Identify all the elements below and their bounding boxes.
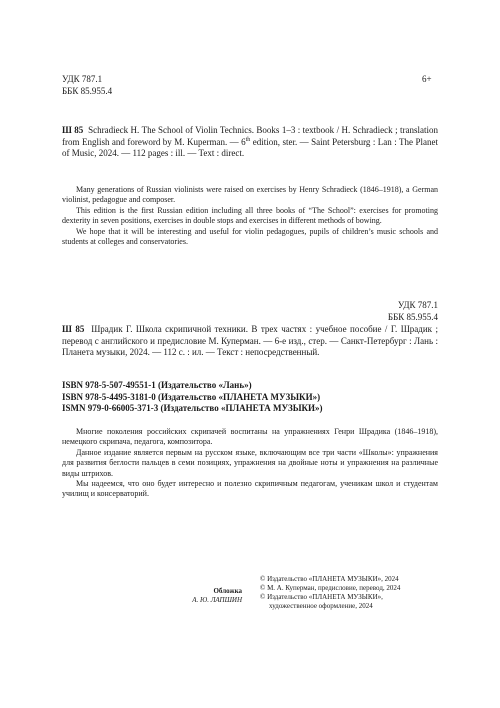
english-catalog-entry xyxy=(62,125,438,160)
abstract-paragraph: Many generations of Russian violinists were raised on exercises by Henry Schradieck (1846–1918), a German violinist, pedagogue and composer. xyxy=(62,185,438,205)
abstract-paragraph: We hope that it will be interesting and useful for violin pedagogues, pupils of children’s music schools and students at colleges and conservatories. xyxy=(62,226,438,247)
cover-credit xyxy=(150,587,242,605)
entry-text-end: edition, ster. — Saint Petersburg : Lan : The Planet of Music, 2024. — 112 pages : ill. — Text : direct. xyxy=(62,136,438,159)
catalog-code: Ш 85 xyxy=(62,125,84,135)
udk-code: УДК 787.1 xyxy=(62,74,103,84)
cover-artist: А. Ю. ЛАПШИН xyxy=(192,596,242,604)
abstract-paragraph: This edition is the first Russian edition including all three books of “The School”: exercises for promoting dexterity in seven positions, exercises in double stops and exercises in different methods of bowing. xyxy=(62,205,438,226)
copyright-line: © Издательство «ПЛАНЕТА МУЗЫКИ», xyxy=(260,593,383,601)
bbk-code: ББК 85.955.4 xyxy=(62,85,113,96)
entry-text: Шрадик Г. Школа скрипичной техники. В трех частях : учебное пособие / Г. Шрадик ; перевод с английского и предисловие М. Куперман. — 6-е изд., стер. — Санкт-Петербург : Лань : Планета музыки, 2024. — 112 с. : ил. — Текст : непосредственный. xyxy=(62,324,438,358)
russian-catalog-entry xyxy=(62,324,438,359)
udk-code: УДК 787.1 xyxy=(397,300,438,310)
isbn-block xyxy=(62,380,438,415)
abstract-paragraph: Данное издание является первым на русском языке, включающим все три части «Школы»: упражнения для развития беглости пальцев в семи позициях, упражнения на двойные ноты и упражнения на различные виды штрихов. xyxy=(62,447,438,478)
bbk-code: ББК 85.955.4 xyxy=(387,311,438,322)
russian-abstract xyxy=(62,427,438,500)
catalog-code: Ш 85 xyxy=(62,324,85,334)
copyright-line: © Издательство «ПЛАНЕТА МУЗЫКИ», 2024 xyxy=(260,575,399,583)
ismn-line: ISMN 979-0-66005-371-3 (Издательство «ПЛАНЕТА МУЗЫКИ») xyxy=(62,403,323,414)
udk-bbk-top xyxy=(62,74,112,97)
abstract-paragraph: Многие поколения российских скрипачей воспитаны на упражнениях Генри Шрадика (1846–1918), немецкого скрипача, педагога, композитора. xyxy=(62,427,438,447)
age-rating: 6+ xyxy=(422,74,432,84)
isbn-line: ISBN 978-5-4495-3181-0 (Издательство «ПЛАНЕТА МУЗЫКИ») xyxy=(62,391,321,402)
isbn-line: ISBN 978-5-507-49551-1 (Издательство «Лань») xyxy=(62,380,252,390)
edition-superscript: th xyxy=(245,136,251,143)
abstract-paragraph: Мы надеемся, что оно будет интересно и полезно скрипичным педагогам, ученикам школ и студентам училищ и консерваторий. xyxy=(62,479,438,499)
copyright-line: © М. А. Куперман, предисловие, перевод, 2024 xyxy=(260,584,401,592)
udk-bbk-russian xyxy=(330,300,438,323)
copyright-block xyxy=(260,575,440,611)
copyright-line: художественное оформление, 2024 xyxy=(269,602,373,610)
entry-text: Schradieck H. The School of Violin Technics. Books 1–3 : textbook / H. Schradieck ; translation from English and foreword by M. Kuperman. — 6 xyxy=(62,125,438,147)
cover-label: Обложка xyxy=(213,587,242,595)
english-abstract xyxy=(62,185,438,247)
